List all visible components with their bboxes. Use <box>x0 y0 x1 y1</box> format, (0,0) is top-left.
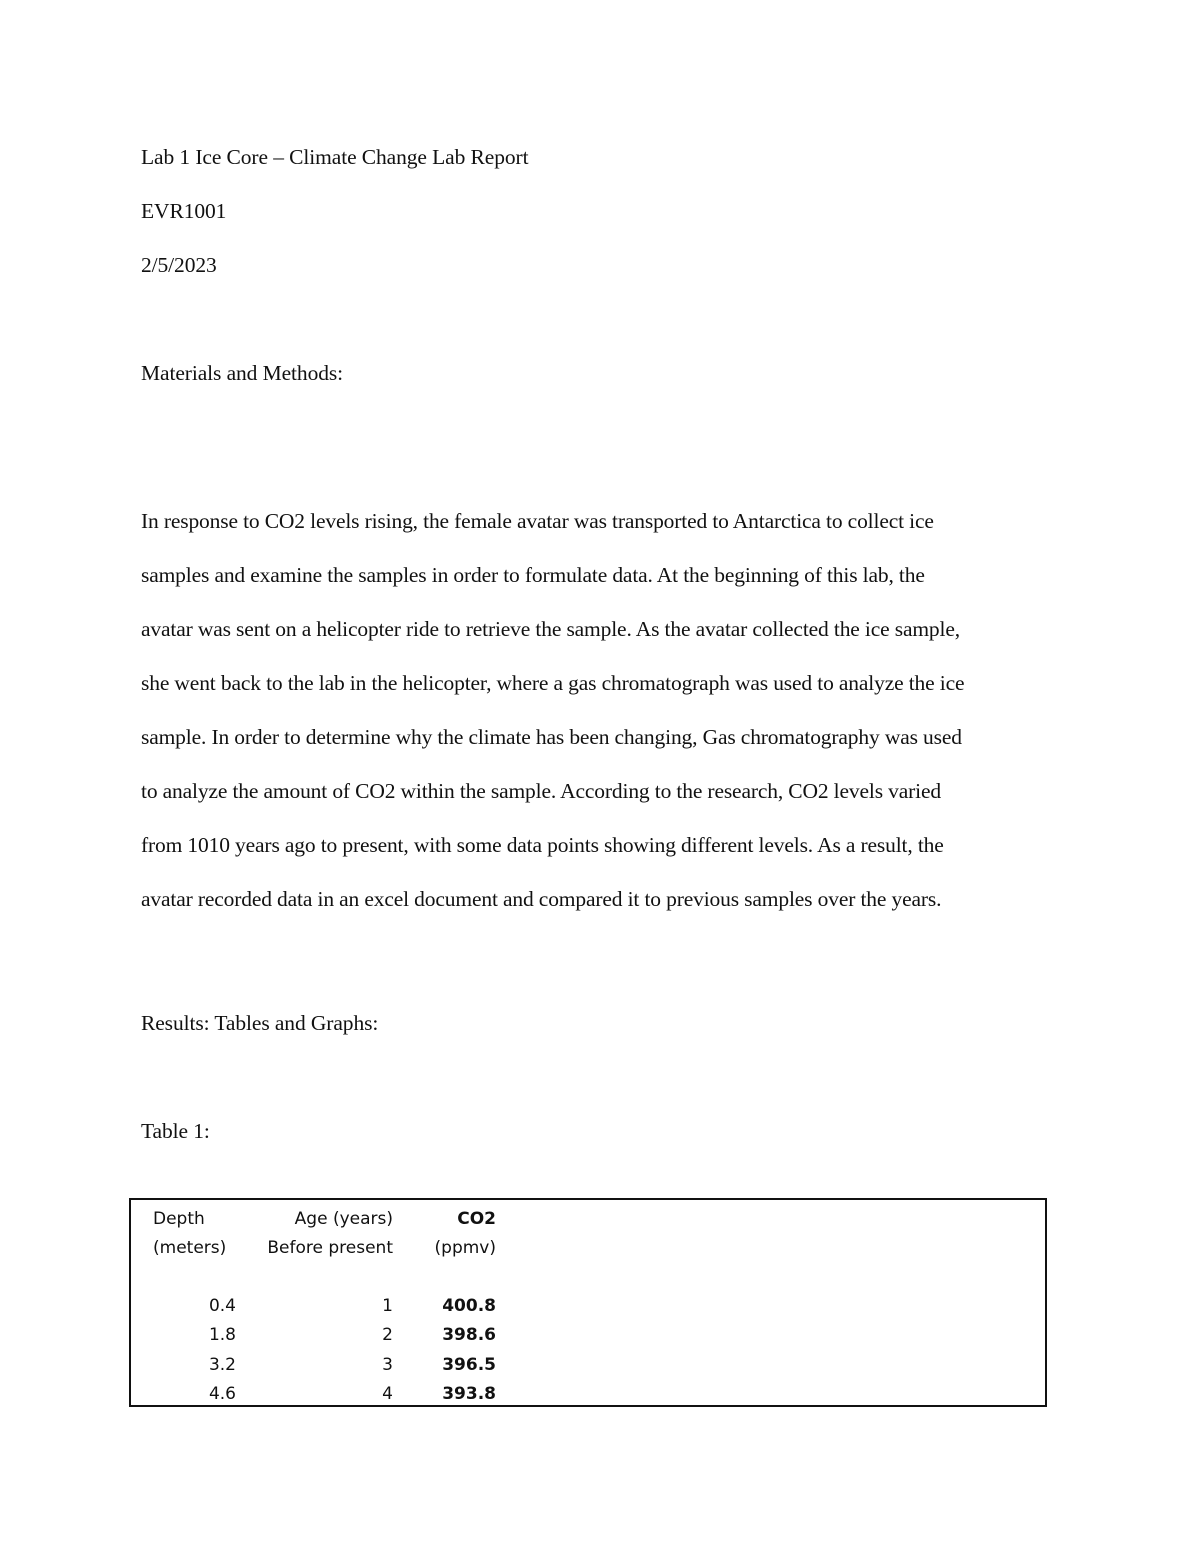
header-age-sub: Before present <box>267 1238 393 1258</box>
cell-co2: 400.8 <box>442 1296 496 1316</box>
cell-depth: 1.8 <box>208 1325 236 1345</box>
methods-line: she went back to the lab in the helicopter, where a gas chromatograph was used to analyze the ice <box>141 671 965 695</box>
table-caption: Table 1: <box>141 1119 210 1143</box>
header-co2: CO2 <box>457 1209 496 1229</box>
header-age: Age (years) <box>294 1209 393 1229</box>
results-heading: Results: Tables and Graphs: <box>141 1011 379 1035</box>
cell-depth: 0.4 <box>208 1296 236 1316</box>
header-depth: Depth <box>153 1209 205 1229</box>
cell-co2: 398.6 <box>442 1325 496 1345</box>
methods-line: samples and examine the samples in order to formulate data. At the beginning of this lab, the <box>141 563 925 587</box>
cell-co2: 393.8 <box>442 1384 496 1404</box>
course-code: EVR1001 <box>141 199 227 223</box>
cell-co2: 396.5 <box>442 1355 496 1375</box>
report-title: Lab 1 Ice Core – Climate Change Lab Report <box>141 145 529 169</box>
cell-age: 4 <box>382 1384 393 1404</box>
methods-line: from 1010 years ago to present, with some data points showing different levels. As a result, the <box>141 833 944 857</box>
methods-line: avatar recorded data in an excel document and compared it to previous samples over the years. <box>141 887 942 911</box>
cell-depth: 4.6 <box>208 1384 236 1404</box>
report-date: 2/5/2023 <box>141 253 217 277</box>
methods-paragraph <box>141 494 1071 926</box>
header-depth-unit: (meters) <box>153 1238 227 1258</box>
methods-line: to analyze the amount of CO2 within the sample. According to the research, CO2 levels varied <box>141 779 941 803</box>
methods-line: In response to CO2 levels rising, the female avatar was transported to Antarctica to collect ice <box>141 509 934 533</box>
methods-heading: Materials and Methods: <box>141 361 344 385</box>
co2-data-table <box>129 1198 1047 1407</box>
cell-depth: 3.2 <box>208 1355 236 1375</box>
cell-age: 3 <box>382 1355 393 1375</box>
cell-age: 1 <box>382 1296 393 1316</box>
cell-age: 2 <box>382 1325 393 1345</box>
methods-line: avatar was sent on a helicopter ride to retrieve the sample. As the avatar collected the ice sample, <box>141 617 960 641</box>
methods-line: sample. In order to determine why the climate has been changing, Gas chromatography was used <box>141 725 962 749</box>
header-co2-unit: (ppmv) <box>434 1238 496 1258</box>
